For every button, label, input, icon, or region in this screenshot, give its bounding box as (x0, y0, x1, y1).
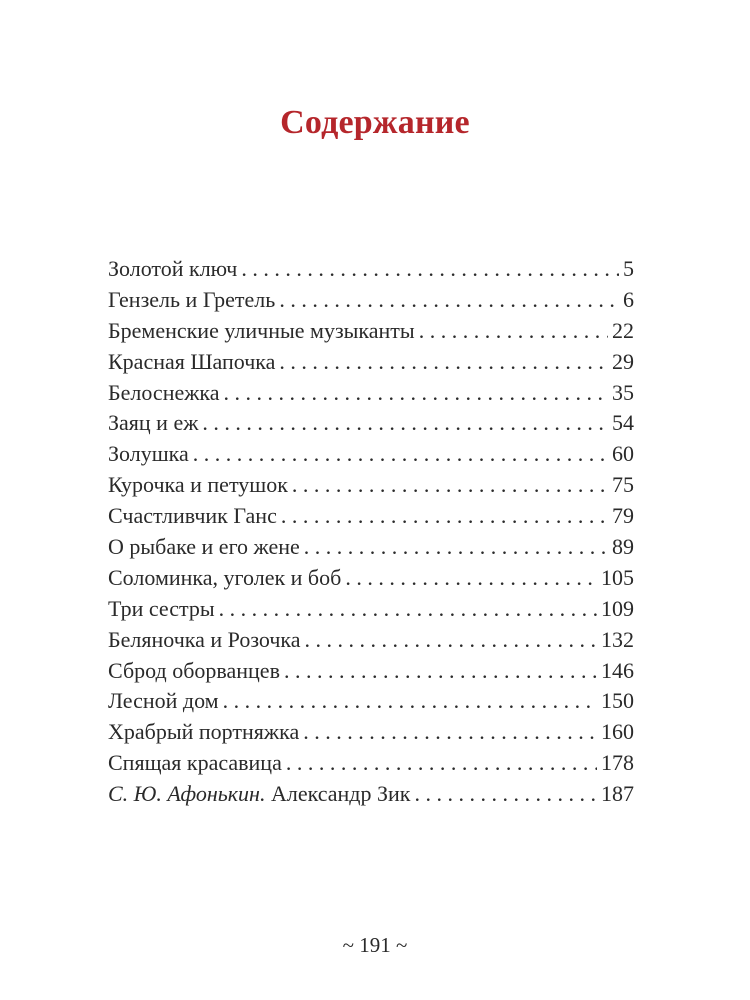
toc-entry (108, 779, 634, 810)
toc-entry-title: Гензель и Гретель (108, 286, 276, 312)
toc-entry-page: 150 (601, 688, 634, 714)
toc-entry (108, 717, 634, 748)
toc-entry (108, 686, 634, 717)
toc-entry-title: Три сестры (108, 595, 215, 621)
toc-entry-title: Сброд оборванцев (108, 657, 280, 683)
toc-entry-page: 160 (601, 719, 634, 745)
toc-entry-page: 89 (612, 534, 634, 560)
toc-entry-page: 6 (623, 286, 634, 312)
toc-dot-leader (305, 625, 597, 656)
toc-dot-leader (419, 316, 608, 347)
toc-entry-title: Красная Шапочка (108, 348, 276, 374)
toc-entry-page: 54 (612, 410, 634, 436)
toc-entry-page: 29 (612, 348, 634, 374)
toc-entry-title: С. Ю. Афонькин. Александр Зик (108, 781, 411, 807)
toc-dot-leader (202, 408, 608, 439)
toc-entry-page: 22 (612, 317, 634, 343)
toc-entry (108, 656, 634, 687)
toc-entry (108, 316, 634, 347)
toc-dot-leader (304, 532, 608, 563)
toc-entry-title: Бременские уличные музыканты (108, 317, 415, 343)
toc-entry (108, 408, 634, 439)
toc-dot-leader (223, 686, 597, 717)
toc-entry-page: 132 (601, 626, 634, 652)
toc-entry-title: О рыбаке и его жене (108, 534, 300, 560)
toc-dot-leader (284, 656, 597, 687)
toc-entry-title: Счастливчик Ганс (108, 503, 277, 529)
toc-entry-page: 35 (612, 379, 634, 405)
toc-dot-leader (219, 594, 597, 625)
toc-dot-leader (279, 347, 608, 378)
toc-entry-page: 109 (601, 595, 634, 621)
page-title: Содержание (280, 104, 470, 141)
toc-entry (108, 439, 634, 470)
toc-dot-leader (286, 748, 597, 779)
toc-entry-title: Золушка (108, 441, 189, 467)
toc-entry (108, 594, 634, 625)
toc-entry (108, 563, 634, 594)
toc-dot-leader (193, 439, 608, 470)
toc-dot-leader (224, 378, 608, 409)
toc-entry-page: 60 (612, 441, 634, 467)
toc-entry-page: 178 (601, 750, 634, 776)
toc-dot-leader (303, 717, 597, 748)
toc-entry (108, 254, 634, 285)
toc-dot-leader (292, 470, 608, 501)
toc-entry (108, 748, 634, 779)
toc-dot-leader (345, 563, 597, 594)
toc-entry-page: 79 (612, 503, 634, 529)
toc-entry-page: 105 (601, 564, 634, 590)
toc-entry-title: Курочка и петушок (108, 472, 288, 498)
toc-entry-title: Золотой ключ (108, 256, 238, 281)
table-of-contents (108, 254, 634, 810)
toc-entry-author: С. Ю. Афонькин. (108, 781, 271, 807)
toc-entry (108, 625, 634, 656)
toc-dot-leader (279, 285, 619, 316)
toc-entry-title: Спящая красавица (108, 750, 282, 776)
toc-entry-title: Соломинка, уголек и боб (108, 564, 342, 590)
toc-entry-title: Лесной дом (108, 688, 219, 714)
toc-entry (108, 532, 634, 563)
toc-dot-leader (241, 254, 619, 285)
toc-entry-title: Беляночка и Розочка (108, 626, 301, 652)
page-number: ~ 191 ~ (342, 933, 408, 957)
toc-entry-page: 187 (601, 781, 634, 807)
toc-entry-page: 75 (612, 472, 634, 498)
toc-entry-page: 146 (601, 657, 634, 683)
toc-dot-leader (281, 501, 608, 532)
toc-entry-title: Заяц и еж (108, 410, 199, 436)
toc-entry (108, 470, 634, 501)
toc-entry-page: 5 (623, 256, 634, 281)
toc-dot-leader (414, 779, 597, 810)
toc-entry (108, 378, 634, 409)
toc-entry-title: Храбрый портняжка (108, 719, 300, 745)
toc-entry (108, 347, 634, 378)
toc-entry (108, 501, 634, 532)
toc-entry (108, 285, 634, 316)
toc-entry-title: Белоснежка (108, 379, 220, 405)
